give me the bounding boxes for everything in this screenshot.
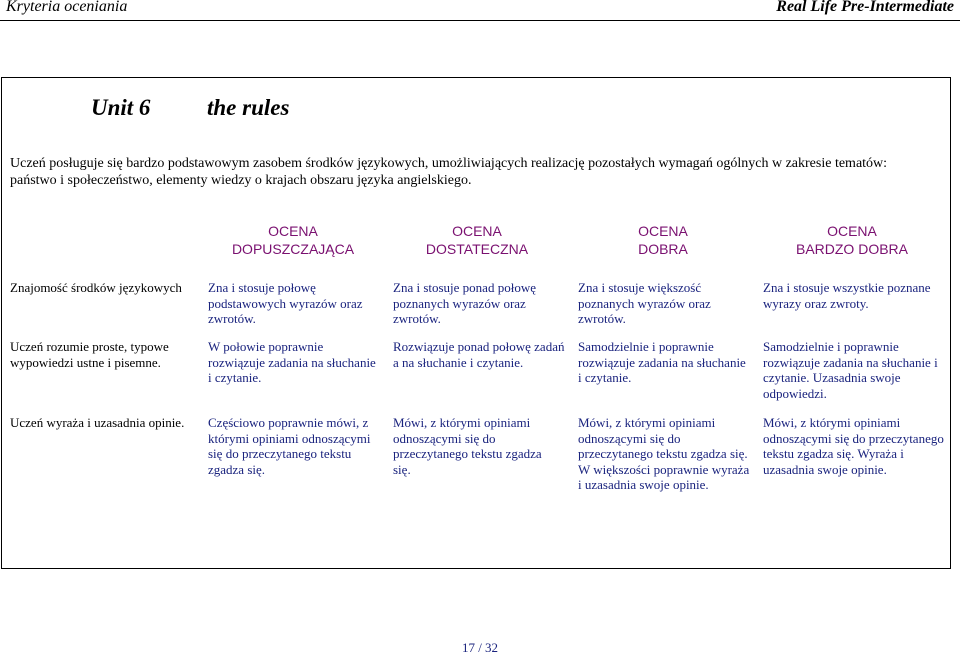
grade-heading-dobra [573,222,753,258]
descriptor-bardzo-dobra: Samodzielnie i poprawnie rozwiązuje zadania na słuchanie i czytanie. Uzasadnia swoje odpowiedzi. [763,339,938,401]
descriptor-dostateczna: Mówi, z którymi opiniami odnoszącymi się do przeczytanego tekstu zgadza się. [393,415,542,477]
descriptor-dobra: Samodzielnie i poprawnie rozwiązuje zadania na słuchanie i czytanie. [578,339,746,385]
grade-heading-line1: OCENA [452,223,502,239]
descriptor-dostateczna: Rozwiązuje ponad połowę zadań a na słuchanie i czytanie. [393,339,565,370]
unit-label: Unit 6 [91,95,151,120]
intro-line-2: państwo i społeczeństwo, elementy wiedzy o krajach obszaru języka angielskiego. [10,173,472,188]
grade-heading-line1: OCENA [827,223,877,239]
descriptor-dobra: Zna i stosuje większość poznanych wyrazów oraz zwrotów. [578,280,711,326]
descriptor-dopuszczajaca: Częściowo poprawnie mówi, z którymi opiniami odnoszącymi się do przeczytanego tekstu zgadza się. [208,415,371,477]
grade-heading-dostateczna [387,222,567,258]
descriptor-dopuszczajaca: W połowie poprawnie rozwiązuje zadania na słuchanie i czytanie. [208,339,376,385]
grade-heading-line2: DOSTATECZNA [425,241,529,257]
intro-paragraph [10,155,945,189]
intro-line-1: Uczeń posługuje się bardzo podstawowym zasobem środków językowych, umożliwiających realizację pozostałych wymagań ogólnych w zakresie tematów: [10,156,888,171]
grade-heading-line2: DOBRA [638,241,688,257]
descriptor-dobra: Mówi, z którymi opiniami odnoszącymi się do przeczytanego tekstu zgadza się. W większości poprawnie wyraża i uzasadnia swoje opinie. [578,415,750,492]
grade-heading-line2: BARDZO DOBRA [795,241,908,257]
criterion-comprehension: Uczeń rozumie proste, typowe wypowiedzi ustne i pisemne. [10,339,169,370]
grade-heading-dopuszczajaca [203,222,383,258]
criterion-opinions: Uczeń wyraża i uzasadnia opinie. [10,415,185,430]
criterion-language-means: Znajomość środków językowych [10,280,182,295]
grade-heading-bardzo-dobra [762,222,942,258]
grade-heading-line1: OCENA [268,223,318,239]
descriptor-dostateczna: Zna i stosuje ponad połowę poznanych wyrazów oraz zwrotów. [393,280,536,326]
descriptor-dopuszczajaca: Zna i stosuje połowę podstawowych wyrazów oraz zwrotów. [208,280,363,326]
unit-title: the rules [207,95,290,120]
grade-heading-line2: DOPUSZCZAJĄCA [231,241,355,257]
grade-heading-line1: OCENA [638,223,688,239]
descriptor-bardzo-dobra: Mówi, z którymi opiniami odnoszącymi się do przeczytanego tekstu zgadza się. Wyraża i uzasadnia swoje opinie. [763,415,944,477]
descriptor-bardzo-dobra: Zna i stosuje wszystkie poznane wyrazy oraz zwroty. [763,280,931,311]
page-number: 17 / 32 [461,640,499,655]
document-header-left: Kryteria oceniania [6,0,128,15]
document-header-right: Real Life Pre-Intermediate [776,0,954,15]
header-divider [0,20,960,21]
